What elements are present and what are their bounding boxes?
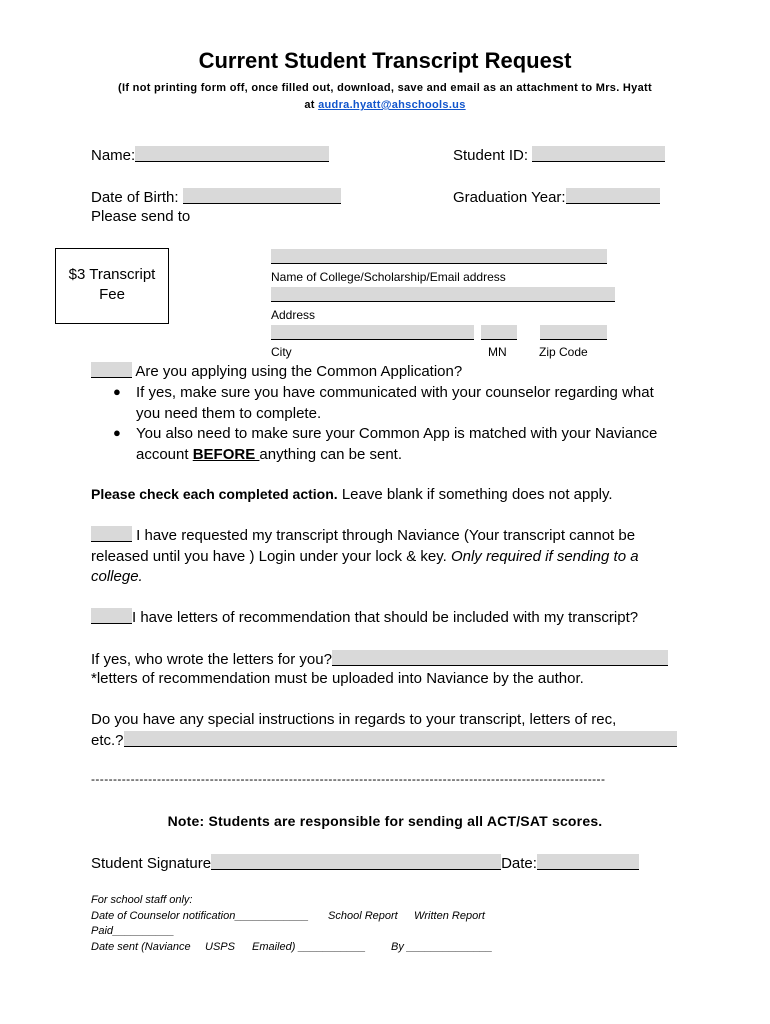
- bullet2-pre: account: [136, 445, 193, 463]
- dob-field[interactable]: [183, 188, 341, 204]
- fee-line2: Fee: [99, 286, 125, 303]
- naviance-italic-note: Only required if sending to a: [450, 547, 639, 565]
- letters-question-row: [91, 650, 668, 668]
- staff-usps: USPS: [205, 941, 235, 953]
- instruction-at: at: [304, 99, 319, 111]
- bullet2-line2: [136, 445, 657, 466]
- signature-date-label: Date:: [501, 855, 537, 872]
- grad-year-row: [453, 188, 660, 206]
- scores-note: Note: Students are responsible for sending all ACT/SAT scores.: [167, 813, 603, 829]
- staff-school-report: School Report: [328, 910, 398, 922]
- naviance-check-field[interactable]: [91, 526, 132, 542]
- checklist-heading-bold: Please check each completed action.: [91, 486, 338, 502]
- common-app-bullet2: [136, 424, 657, 465]
- staff-emailed: Emailed) ___________: [252, 941, 366, 953]
- fee-box: [55, 248, 169, 324]
- naviance-line2: [91, 547, 691, 568]
- zip-field[interactable]: [540, 325, 607, 340]
- city-label: City: [271, 345, 292, 359]
- bullet2-post: anything can be sent.: [259, 445, 403, 463]
- letters-item-text: I have letters of recommendation that should be included with my transcript?: [132, 609, 639, 626]
- naviance-line3: [91, 567, 691, 588]
- naviance-text1: I have requested my transcript through Naviance (Your transcript cannot be: [132, 527, 636, 544]
- address-label: Address: [271, 308, 316, 322]
- common-app-row: [91, 362, 462, 380]
- special-row: [91, 731, 677, 749]
- zip-label: Zip Code: [539, 345, 588, 359]
- staff-date-sent: Date sent (Naviance: [91, 941, 191, 953]
- naviance-line1: [91, 526, 691, 547]
- dashed-divider: ---------------------------------------------------------------------------------------------------------------------: [91, 772, 606, 786]
- checklist-heading: [91, 486, 613, 503]
- student-id-field[interactable]: [532, 146, 665, 162]
- signature-label: Student Signature: [91, 855, 212, 872]
- instruction-email-line: [0, 97, 770, 114]
- college-label: Name of College/Scholarship/Email address: [271, 270, 506, 284]
- address-field[interactable]: [271, 287, 615, 302]
- name-label: Name:: [91, 147, 136, 164]
- bullet1-line1: If yes, make sure you have communicated with your counselor regarding what: [136, 384, 654, 401]
- email-link[interactable]: audra.hyatt@ahschools.us: [318, 99, 466, 111]
- name-field[interactable]: [135, 146, 329, 162]
- student-id-row: [453, 146, 665, 164]
- state-field[interactable]: [481, 325, 517, 340]
- letters-check-field[interactable]: [91, 608, 132, 624]
- name-row: [91, 146, 329, 164]
- naviance-item: [91, 526, 691, 588]
- staff-heading: For school staff only:: [91, 894, 193, 906]
- special-line1: Do you have any special instructions in regards to your transcript, letters of rec,: [91, 711, 617, 728]
- letters-question: If yes, who wrote the letters for you?: [91, 651, 332, 668]
- page-title: Current Student Transcript Request: [198, 48, 572, 73]
- signature-field[interactable]: [211, 854, 501, 870]
- naviance-text2: released until you have ) Login under your lock & key.: [91, 547, 451, 565]
- bullet2-before-emphasis: BEFORE: [192, 445, 260, 463]
- bullet-icon: ●: [113, 384, 121, 399]
- state-label: MN: [488, 345, 507, 359]
- fee-line1: $3 Transcript: [68, 266, 156, 283]
- staff-counselor-notification: Date of Counselor notification____________: [91, 910, 309, 922]
- special-line2: etc.?: [91, 732, 124, 749]
- special-instructions-field[interactable]: [124, 731, 677, 747]
- common-app-bullet1: [136, 383, 654, 424]
- bullet2-line1: You also need to make sure your Common App is matched with your Naviance: [136, 425, 658, 442]
- bullet1-line2: you need them to complete.: [136, 404, 322, 422]
- grad-year-field[interactable]: [566, 188, 660, 204]
- checklist-heading-rest: Leave blank if something does not apply.: [337, 486, 613, 503]
- city-field[interactable]: [271, 325, 474, 340]
- letters-item: [91, 608, 638, 626]
- signature-row: [91, 854, 639, 872]
- naviance-italic-note-end: college.: [91, 568, 143, 585]
- staff-written-report: Written Report: [414, 910, 485, 922]
- signature-date-field[interactable]: [537, 854, 639, 870]
- dob-row: [91, 188, 341, 206]
- letters-note: *letters of recommendation must be uploaded into Naviance by the author.: [91, 670, 584, 687]
- staff-by: By ______________: [391, 941, 493, 953]
- letters-author-field[interactable]: [332, 650, 668, 666]
- college-field[interactable]: [271, 249, 607, 264]
- please-send-label: Please send to: [91, 208, 191, 225]
- bullet-icon: ●: [113, 425, 121, 440]
- common-app-question: Are you applying using the Common Application?: [132, 363, 463, 380]
- student-id-label: Student ID:: [453, 147, 529, 164]
- staff-paid: Paid__________: [91, 925, 175, 937]
- common-app-check-field[interactable]: [91, 362, 132, 378]
- dob-label: Date of Birth:: [91, 189, 179, 206]
- instruction-line: (If not printing form off, once filled out, download, save and email as an attachment to Mrs. Hyatt: [118, 82, 652, 94]
- grad-year-label: Graduation Year:: [453, 189, 566, 206]
